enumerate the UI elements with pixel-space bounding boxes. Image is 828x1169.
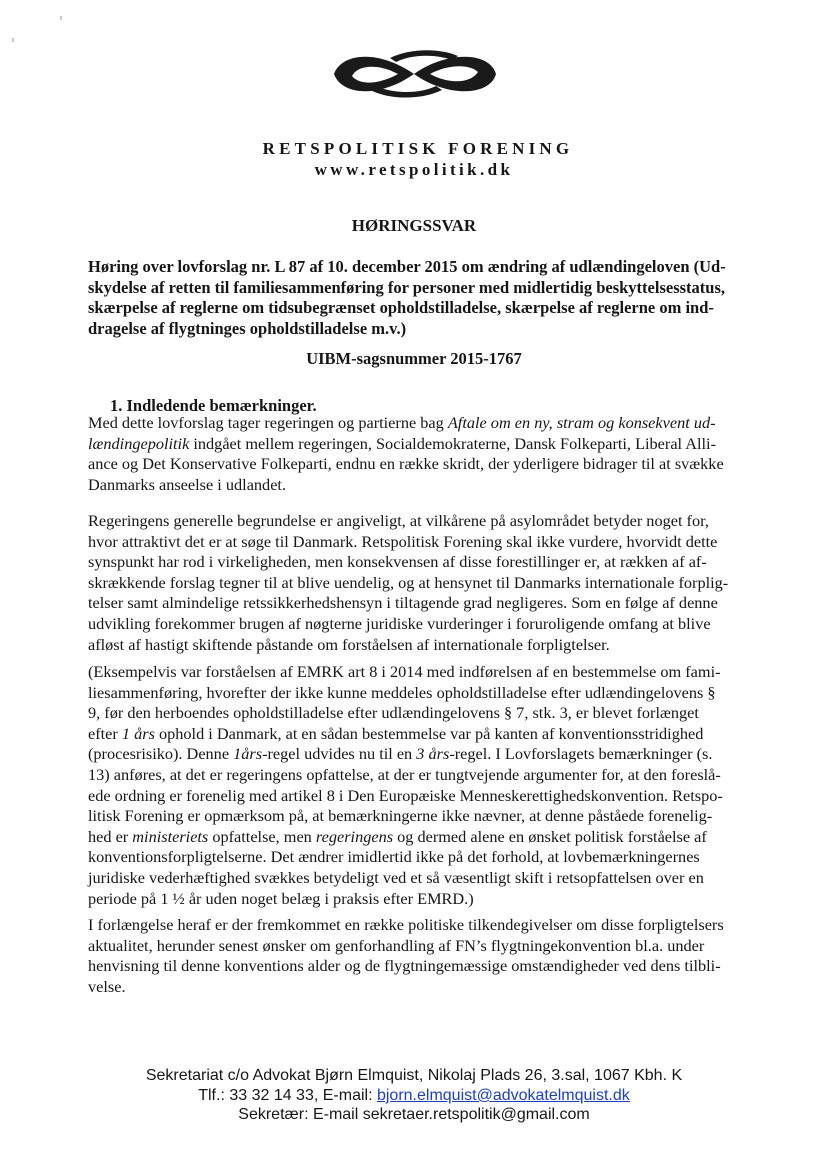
footer-address: Sekretariat c/o Advokat Bjørn Elmquist, Nikolaj Plads 26, 3.sal, 1067 Kbh. K (145, 1067, 683, 1084)
text-run: hed er (88, 826, 133, 846)
subject-line: dragelse af flygtninges opholdstilladelse m.v.) (88, 318, 407, 338)
italic-text: lændingepolitik (88, 433, 190, 453)
subject-line: skydelse af retten til familiesammenføring for personer med midlertidig beskyttelsesstatus, (88, 277, 726, 297)
paragraph-line: velse. (88, 976, 126, 996)
document-subject (88, 257, 748, 339)
paragraph-line: liesammenføring, hvorefter der ikke kunne meddeles opholdstilladelse efter udlændingelovens § (88, 682, 716, 702)
infinity-logo-icon (330, 44, 500, 102)
paragraph-line: skrækkende forslag tegner til at blive uendelig, og at hensynet til Danmarks internationale forplig- (88, 572, 729, 592)
paragraph-line: 13) anføres, at det er regeringens opfattelse, at der er tungtvejende argumenter for, at den foreslå- (88, 764, 721, 784)
italic-text: ministeriets (132, 826, 209, 846)
footer-email-link[interactable]: bjorn.elmquist@advokatelmquist.dk (376, 1087, 630, 1104)
paragraph-intro (88, 413, 748, 495)
paragraph-line: aktualitet, herunder senest ønsker om genforhandling af FN’s flygtningekonvention bl.a. under (88, 935, 705, 955)
footer-contact (0, 1086, 828, 1106)
scan-speck (12, 38, 14, 42)
text-run: indgået mellem regeringen, Socialdemokraterne, Dansk Folkeparti, Liberal Alli- (189, 433, 717, 453)
italic-text: Aftale om en ny, stram og konsekvent ud- (447, 413, 716, 432)
paragraph-line (88, 724, 748, 745)
paragraph-line: synspunkt har rod i virkeligheden, men konsekvensen af disse forestillinger er, at rækken af af- (88, 552, 707, 572)
paragraph-line: Danmarks anseelse i udlandet. (88, 474, 287, 494)
organization-website: www.retspolitik.dk (314, 160, 514, 179)
paragraph-line: udvikling forekommer brugen af nøgterne juridiske vurderinger i foruroligende omfang at blive (88, 613, 711, 633)
case-number: UIBM-sagsnummer 2015-1767 (306, 349, 522, 368)
italic-text: 1års (233, 744, 263, 764)
paragraph-line: I forlængelse heraf er der fremkommet en række politiske tilkendegivelser om disse forpligtelsers (88, 915, 724, 934)
scan-speck (60, 16, 62, 20)
section-heading: 1. Indledende bemærkninger. (110, 396, 317, 415)
paragraph-rationale (88, 511, 748, 655)
text-run: opfattelse, men (208, 826, 316, 846)
paragraph-line: ance og Det Konservative Folkeparti, endnu en række skridt, der yderligere bidrager til at svække (88, 454, 724, 474)
footer-secretary: Sekretær: E-mail sekretaer.retspolitik@gmail.com (238, 1106, 590, 1123)
paragraph-line: 9, før den herboendes opholdstilladelse efter udlændingelovens § 7, stk. 3, er blevet forlænget (88, 703, 699, 723)
text-run: (procesrisiko). Denne (88, 744, 234, 764)
text-run: ophold i Danmark, at en sådan bestemmelse var på kanten af konventionsstridighed (154, 723, 704, 743)
text-run: -regel. I Lovforslagets bemærkninger (s. (449, 744, 713, 764)
paragraph-line: litisk Forening er opmærksom på, at bemærkningerne ikke nævner, at denne påståede forenelig- (88, 806, 713, 826)
paragraph-line (88, 744, 748, 765)
paragraph-line: periode på 1 ½ år uden noget belæg i praksis efter EMRD.) (88, 888, 474, 908)
paragraph-line: afløst af hastigt skiftende påstande om forståelsen af internationale forpligtelser. (88, 634, 610, 654)
paragraph-line (88, 827, 748, 848)
paragraph-line: telser samt almindelige retssikkerhedshensyn i tiltagende grad negligeres. Som en følge af denne (88, 593, 718, 613)
paragraph-line: henvisning til denne konventions alder og de flygtningemæssige omstændigheder ved dens tilbli- (88, 956, 721, 976)
paragraph-example (88, 662, 748, 909)
paragraph-line: hvor attraktivt det er at søge til Danmark. Retspolitisk Forening skal ikke vurdere, hvorvidt dette (88, 531, 718, 551)
italic-text: 1 års (121, 723, 155, 743)
subject-line: Høring over lovforslag nr. L 87 af 10. december 2015 om ændring af udlændingeloven (Ud- (88, 257, 726, 276)
text-run: -regel udvides nu til en (262, 744, 417, 764)
paragraph-line (88, 434, 748, 455)
paragraph-conclusion (88, 915, 748, 997)
text-run: Med dette lovforslag tager regeringen og partierne bag (88, 413, 448, 432)
paragraph-line: juridiske vederhæftighed svækkes betydeligt ved et så væsentligt skift i retsopfattelsen over en (88, 867, 704, 887)
italic-text: 3 års (416, 744, 450, 764)
text-run: efter (88, 723, 122, 743)
paragraph-line: konventionsforpligtelserne. Det ændrer imidlertid ikke på det forhold, at lovbemærkningernes (88, 847, 700, 867)
paragraph-line: ede ordning er forenelig med artikel 8 i Den Europæiske Menneskerettighedskonvention. Retspo- (88, 785, 723, 805)
text-run: og dermed alene en ønsket politisk forståelse af (393, 826, 707, 846)
paragraph-line: Regeringens generelle begrundelse er angiveligt, at vilkårene på asylområdet betyder noget for, (88, 511, 709, 530)
italic-text: regeringens (315, 826, 394, 846)
organization-name: RETSPOLITISK FORENING (262, 139, 574, 158)
subject-line: skærpelse af reglerne om tidsubegrænset opholdstilladelse, skærpelse af reglerne om ind- (88, 298, 714, 317)
document-title: HØRINGSSVAR (351, 216, 477, 235)
footer-phone: Tlf.: 33 32 14 33, E-mail: (198, 1087, 377, 1104)
paragraph-line (88, 413, 748, 434)
paragraph-line: (Eksempelvis var forståelsen af EMRK art 8 i 2014 med indførelsen af en bestemmelse om fami- (88, 662, 721, 681)
